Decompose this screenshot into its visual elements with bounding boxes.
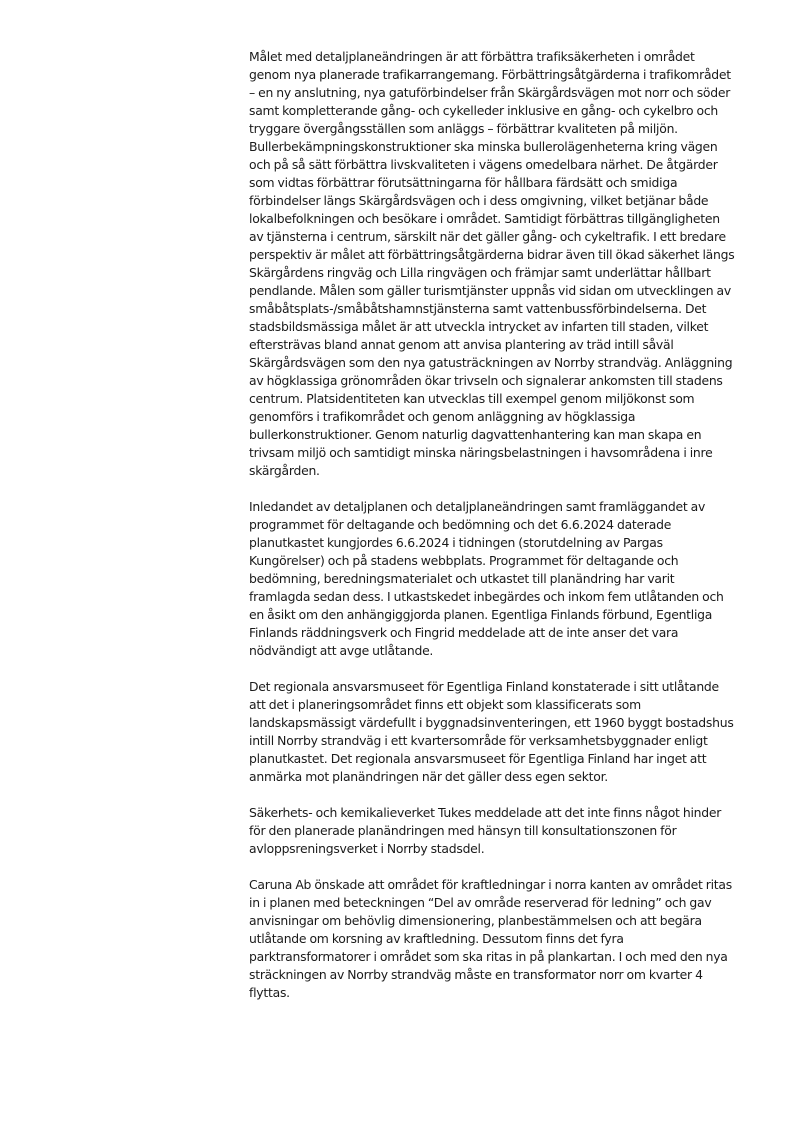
text-line: utlåtande om korsning av kraftledning. Dessutom finns det fyra: [249, 931, 624, 946]
text-line: Skärgårdens ringväg och Lilla ringvägen och främjar samt underlättar hållbart: [249, 265, 711, 280]
text-line: anmärka mot planändringen när det gäller dess egen sektor.: [249, 769, 608, 784]
text-line: och på så sätt förbättra livskvaliteten i vägens omedelbara närhet. De åtgärder: [249, 157, 718, 172]
paragraph-3: [249, 678, 769, 786]
text-line: intill Norrby strandväg i ett kvartersområde för verksamhetsbyggnader enligt: [249, 733, 708, 748]
text-line: av högklassiga grönområden ökar trivseln och signalerar ankomsten till stadens: [249, 373, 723, 388]
text-line: programmet för deltagande och bedömning och det 6.6.2024 daterade: [249, 517, 672, 532]
text-line: en åsikt om den anhängiggjorda planen. Egentliga Finlands förbund, Egentliga: [249, 607, 713, 622]
text-line: in i planen med beteckningen “Del av område reserverad för ledning” och gav: [249, 895, 712, 910]
text-line: Inledandet av detaljplanen och detaljplaneändringen samt framläggandet av: [249, 499, 706, 514]
text-line: bullerkonstruktioner. Genom naturlig dagvattenhantering kan man skapa en: [249, 427, 702, 442]
text-line: flyttas.: [249, 985, 290, 1000]
text-line: planutkastet kungjordes 6.6.2024 i tidningen (storutdelning av Pargas: [249, 535, 663, 550]
text-line: förbindelser längs Skärgårdsvägen och i dess omgivning, vilket betjänar både: [249, 193, 709, 208]
text-line: landskapsmässigt värdefullt i byggnadsinventeringen, ett 1960 byggt bostadshus: [249, 715, 734, 730]
text-line: Kungörelser) och på stadens webbplats. Programmet för deltagande och: [249, 553, 679, 568]
text-line: som vidtas förbättrar förutsättningarna för hållbara färdsätt och smidiga: [249, 175, 678, 190]
text-line: skärgården.: [249, 463, 320, 478]
text-line: pendlande. Målen som gäller turismtjänster uppnås vid sidan om utvecklingen av: [249, 283, 731, 298]
text-line: tryggare övergångsställen som anläggs – förbättrar kvaliteten på miljön.: [249, 121, 678, 136]
text-line: genom nya planerade trafikarrangemang. Förbättringsåtgärderna i trafikområdet: [249, 67, 731, 82]
text-line: – en ny anslutning, nya gatuförbindelser från Skärgårdsvägen mot norr och söder: [249, 85, 731, 100]
text-line: Målet med detaljplaneändringen är att förbättra trafiksäkerheten i området: [249, 49, 695, 64]
body-text: [249, 48, 769, 1020]
text-line: trivsam miljö och samtidigt minska näringsbelastningen i havsområdena i inre: [249, 445, 713, 460]
text-line: framlagda sedan dess. I utkastskedet inbegärdes och inkom fem utlåtanden och: [249, 589, 724, 604]
text-line: av tjänsterna i centrum, särskilt när det gäller gång- och cykeltrafik. I ett bredare: [249, 229, 726, 244]
text-line: parktransformatorer i området som ska ritas in på plankartan. I och med den nya: [249, 949, 728, 964]
text-line: Finlands räddningsverk och Fingrid meddelade att de inte anser det vara: [249, 625, 679, 640]
paragraph-1: [249, 48, 769, 480]
text-line: samt kompletterande gång- och cykelleder inklusive en gång- och cykelbro och: [249, 103, 718, 118]
text-line: Skärgårdsvägen som den nya gatusträckningen av Norrby strandväg. Anläggning: [249, 355, 733, 370]
text-line: anvisningar om behövlig dimensionering, planbestämmelsen och att begära: [249, 913, 702, 928]
paragraph-2: [249, 498, 769, 660]
text-line: nödvändigt att avge utlåtande.: [249, 643, 434, 658]
text-line: småbåtsplats-/småbåtshamnstjänsterna samt vattenbussförbindelserna. Det: [249, 301, 707, 316]
text-line: centrum. Platsidentiteten kan utvecklas till exempel genom miljökonst som: [249, 391, 695, 406]
text-line: att det i planeringsområdet finns ett objekt som klassificerats som: [249, 697, 641, 712]
text-line: Säkerhets- och kemikalieverket Tukes meddelade att det inte finns något hinder: [249, 805, 722, 820]
text-line: eftersträvas bland annat genom att anvisa plantering av träd intill såväl: [249, 337, 674, 352]
text-line: sträckningen av Norrby strandväg måste en transformator norr om kvarter 4: [249, 967, 703, 982]
text-line: lokalbefolkningen och besökare i området. Samtidigt förbättras tillgängligheten: [249, 211, 720, 226]
text-line: stadsbildsmässiga målet är att utveckla intrycket av infarten till staden, vilket: [249, 319, 709, 334]
text-line: Det regionala ansvarsmuseet för Egentliga Finland konstaterade i sitt utlåtande: [249, 679, 719, 694]
text-line: genomförs i trafikområdet och genom anläggning av högklassiga: [249, 409, 636, 424]
paragraph-5: [249, 876, 769, 1002]
text-line: avloppsreningsverket i Norrby stadsdel.: [249, 841, 485, 856]
text-line: för den planerade planändringen med hänsyn till konsultationszonen för: [249, 823, 677, 838]
text-line: perspektiv är målet att förbättringsåtgärderna bidrar även till ökad säkerhet längs: [249, 247, 735, 262]
text-line: bedömning, beredningsmaterialet och utkastet till planändring har varit: [249, 571, 675, 586]
text-line: Caruna Ab önskade att området för kraftledningar i norra kanten av området ritas: [249, 877, 732, 892]
paragraph-4: [249, 804, 769, 858]
text-line: Bullerbekämpningskonstruktioner ska minska bullerolägenheterna kring vägen: [249, 139, 718, 154]
text-line: planutkastet. Det regionala ansvarsmuseet för Egentliga Finland har inget att: [249, 751, 707, 766]
